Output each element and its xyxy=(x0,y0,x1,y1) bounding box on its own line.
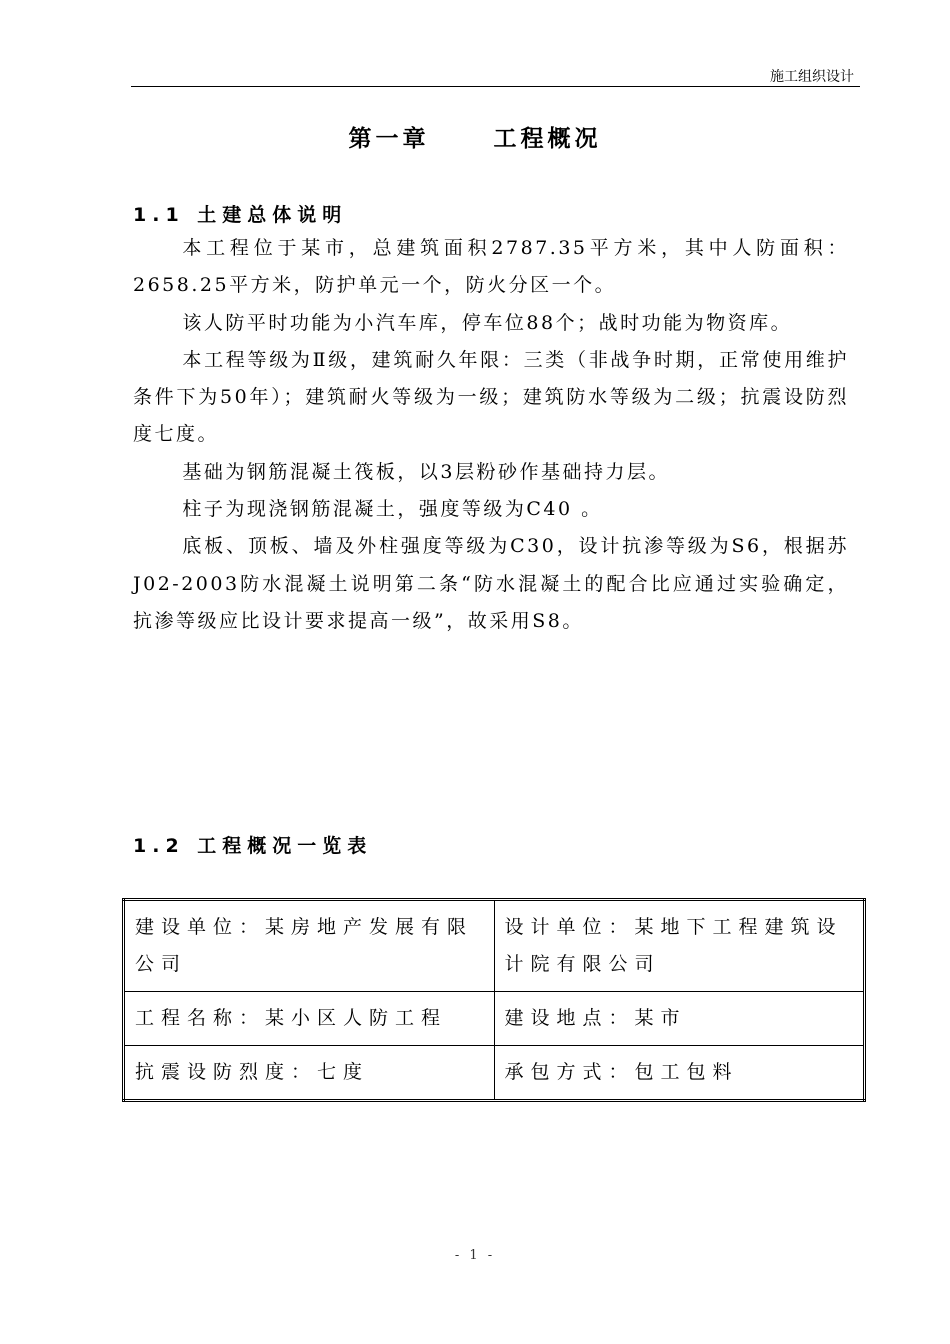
table-row xyxy=(124,1046,865,1101)
running-header: 施工组织设计 xyxy=(770,69,854,85)
paragraph: 本工程位于某市，总建筑面积2787.35平方米，其中人防面积：2658.25平方米，防护单元一个，防火分区一个。 xyxy=(133,237,849,297)
table-cell: 建设单位：某房地产发展有限公司 xyxy=(124,900,495,992)
table-cell: 建设地点：某市 xyxy=(494,992,865,1046)
table-row xyxy=(124,992,865,1046)
section-heading-1-2: 1.2 工程概况一览表 xyxy=(133,835,373,857)
table-cell: 工程名称：某小区人防工程 xyxy=(124,992,495,1046)
paragraph: 基础为钢筋混凝土筏板，以3层粉砂作基础持力层。 xyxy=(182,460,670,483)
chapter-name: 工程概况 xyxy=(493,126,602,152)
paragraph: 柱子为现浇钢筋混凝土，强度等级为C40 。 xyxy=(182,498,603,521)
table-cell: 承包方式：包工包料 xyxy=(494,1046,865,1101)
paragraph: 本工程等级为Ⅱ级，建筑耐久年限：三类（非战争时期，正常使用维护条件下为50年）；建筑耐火等级为一级；建筑防水等级为二级；抗震设防烈度七度。 xyxy=(133,348,849,446)
header-rule xyxy=(131,86,860,87)
section-heading-1-1: 1.1 土建总体说明 xyxy=(133,204,348,226)
project-overview-table xyxy=(122,898,866,1102)
section-1-1-body xyxy=(133,230,849,640)
table-cell: 抗震设防烈度：七度 xyxy=(124,1046,495,1101)
paragraph: 底板、顶板、墙及外柱强度等级为C30，设计抗渗等级为S6，根据苏J02-2003防水混凝土说明第二条“防水混凝土的配合比应通过实验确定，抗渗等级应比设计要求提高一级”，故采用S8。 xyxy=(133,535,849,632)
table-row xyxy=(124,900,865,992)
chapter-number: 第一章 xyxy=(348,126,430,152)
table-cell: 设计单位：某地下工程建筑设计院有限公司 xyxy=(494,900,865,992)
paragraph: 该人防平时功能为小汽车库，停车位88个；战时功能为物资库。 xyxy=(182,311,793,334)
page-number: - 1 - xyxy=(454,1248,496,1263)
chapter-title xyxy=(0,120,950,153)
